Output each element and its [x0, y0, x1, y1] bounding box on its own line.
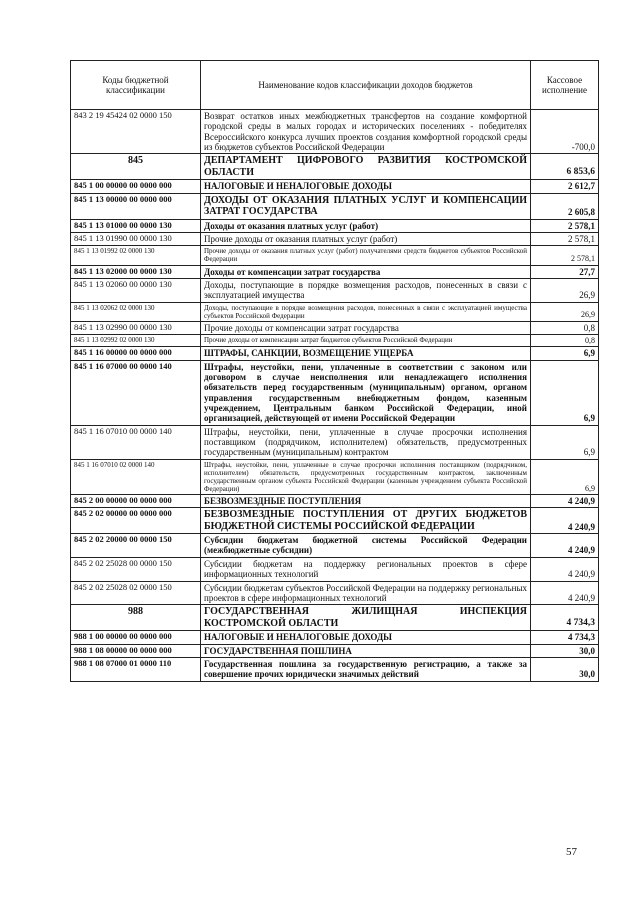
row-name: НАЛОГОВЫЕ И НЕНАЛОГОВЫЕ ДОХОДЫ — [201, 180, 531, 193]
row-code: 845 2 02 25028 00 0000 150 — [71, 557, 201, 581]
table-row — [71, 631, 599, 644]
row-amount: 26,9 — [531, 302, 599, 321]
row-name: Штрафы, неустойки, пени, уплаченные в случае просрочки исполнения поставщиком (подрядчиком, исполнителем) обязательств, предусмотренных государственным контрактом, заключенным государственным органом субъекта Российской Федерации (казенным учреждением субъекта Российской Федерации) — [201, 459, 531, 494]
row-code: 845 2 02 25028 02 0000 150 — [71, 581, 201, 605]
row-amount: 0,8 — [531, 321, 599, 334]
table-row — [71, 644, 599, 657]
row-amount: 4 240,9 — [531, 494, 599, 507]
row-name: ДЕПАРТАМЕНТ ЦИФРОВОГО РАЗВИТИЯ КОСТРОМСКОЙ ОБЛАСТИ — [201, 154, 531, 180]
row-code: 845 1 16 07010 02 0000 140 — [71, 459, 201, 494]
row-amount: 4 240,9 — [531, 557, 599, 581]
table-row — [71, 334, 599, 346]
header-name: Наименование кодов классификации доходов бюджетов — [201, 61, 531, 110]
header-amount: Кассовое исполнение — [531, 61, 599, 110]
table-row — [71, 246, 599, 265]
table-row — [71, 193, 599, 219]
table-row — [71, 180, 599, 193]
row-code: 845 1 00 00000 00 0000 000 — [71, 180, 201, 193]
row-amount: 4 240,9 — [531, 508, 599, 534]
table-row — [71, 494, 599, 507]
row-name: Субсидии бюджетам субъектов Российской Федерации на поддержку региональных проектов в сфере информационных технологий — [201, 581, 531, 605]
row-code: 845 — [71, 154, 201, 180]
row-name: Субсидии бюджетам бюджетной системы Российской Федерации (межбюджетные субсидии) — [201, 534, 531, 558]
row-code: 988 1 08 07000 01 0000 110 — [71, 657, 201, 681]
row-code: 845 1 16 00000 00 0000 000 — [71, 347, 201, 360]
row-amount: 30,0 — [531, 657, 599, 681]
row-amount: 6,9 — [531, 459, 599, 494]
table-row — [71, 302, 599, 321]
row-name: Доходы от оказания платных услуг (работ) — [201, 219, 531, 232]
row-code: 845 1 13 02992 02 0000 130 — [71, 334, 201, 346]
row-code: 845 2 00 00000 00 0000 000 — [71, 494, 201, 507]
row-code: 988 1 08 00000 00 0000 000 — [71, 644, 201, 657]
row-name: Прочие доходы от компенсации затрат государства — [201, 321, 531, 334]
row-amount: 2 612,7 — [531, 180, 599, 193]
row-name: Доходы, поступающие в порядке возмещения расходов, понесенных в связи с эксплуатацией имущества субъектов Российской Федерации — [201, 302, 531, 321]
row-amount: 2 578,1 — [531, 219, 599, 232]
row-amount: 2 605,8 — [531, 193, 599, 219]
row-code: 845 1 13 02060 00 0000 130 — [71, 278, 201, 302]
table-row — [71, 508, 599, 534]
row-name: ШТРАФЫ, САНКЦИИ, ВОЗМЕЩЕНИЕ УЩЕРБА — [201, 347, 531, 360]
page-number: 57 — [566, 846, 577, 858]
row-code: 843 2 19 45424 02 0000 150 — [71, 110, 201, 154]
row-name: Субсидии бюджетам на поддержку региональных проектов в сфере информационных технологий — [201, 557, 531, 581]
table-row — [71, 657, 599, 681]
row-name: Штрафы, неустойки, пени, уплаченные в случае просрочки исполнения поставщиком (подрядчиком, исполнителем) обязательств, предусмотренных государственным (муниципальным) контрактом — [201, 425, 531, 459]
row-code: 845 1 13 01990 00 0000 130 — [71, 233, 201, 246]
row-name: Возврат остатков иных межбюджетных трансфертов на создание комфортной городской среды в малых городах и исторических поселениях - победителях Всероссийского конкурса лучших проектов создания комфортной городской среды из бюджетов субъектов Российской Федерации — [201, 110, 531, 154]
row-amount: 4 240,9 — [531, 534, 599, 558]
table-row — [71, 459, 599, 494]
row-code: 845 1 13 01992 02 0000 130 — [71, 246, 201, 265]
row-code: 845 1 13 00000 00 0000 000 — [71, 193, 201, 219]
row-name: Прочие доходы от оказания платных услуг (работ) — [201, 233, 531, 246]
row-code: 845 1 16 07010 00 0000 140 — [71, 425, 201, 459]
row-name: БЕЗВОЗМЕЗДНЫЕ ПОСТУПЛЕНИЯ — [201, 494, 531, 507]
row-amount: -700,0 — [531, 110, 599, 154]
table-row — [71, 347, 599, 360]
row-name: НАЛОГОВЫЕ И НЕНАЛОГОВЫЕ ДОХОДЫ — [201, 631, 531, 644]
revenue-table — [70, 60, 599, 682]
row-name: Прочие доходы от оказания платных услуг (работ) получателями средств бюджетов субъектов Российской Федерации — [201, 246, 531, 265]
row-amount: 4 240,9 — [531, 581, 599, 605]
table-row — [71, 219, 599, 232]
row-code: 845 2 02 20000 00 0000 150 — [71, 534, 201, 558]
row-name: Штрафы, неустойки, пени, уплаченные в соответствии с законом или договором в случае неисполнения или ненадлежащего исполнения обязательств перед государственным (муниципальным) органом, органом управления государственным внебюджетным фондом, казенным учреждением, Центральным банком Российской Федерации, иной организацией, действующей от имени Российской Федерации — [201, 360, 531, 425]
row-name: Государственная пошлина за государственную регистрацию, а также за совершение прочих юридически значимых действий — [201, 657, 531, 681]
table-row — [71, 581, 599, 605]
row-amount: 27,7 — [531, 265, 599, 278]
row-name: ГОСУДАРСТВЕННАЯ ЖИЛИЩНАЯ ИНСПЕКЦИЯ КОСТРОМСКОЙ ОБЛАСТИ — [201, 605, 531, 631]
row-amount: 4 734,3 — [531, 631, 599, 644]
row-amount: 0,8 — [531, 334, 599, 346]
table-row — [71, 605, 599, 631]
header-code: Коды бюджетной классификации — [71, 61, 201, 110]
row-amount: 26,9 — [531, 278, 599, 302]
table-row — [71, 557, 599, 581]
row-name: БЕЗВОЗМЕЗДНЫЕ ПОСТУПЛЕНИЯ ОТ ДРУГИХ БЮДЖЕТОВ БЮДЖЕТНОЙ СИСТЕМЫ РОССИЙСКОЙ ФЕДЕРАЦИИ — [201, 508, 531, 534]
row-name: ГОСУДАРСТВЕННАЯ ПОШЛИНА — [201, 644, 531, 657]
row-name: Прочие доходы от компенсации затрат бюджетов субъектов Российской Федерации — [201, 334, 531, 346]
row-amount: 4 734,3 — [531, 605, 599, 631]
row-amount: 2 578,1 — [531, 233, 599, 246]
row-code: 845 1 13 02990 00 0000 130 — [71, 321, 201, 334]
row-code: 988 — [71, 605, 201, 631]
row-code: 845 1 16 07000 00 0000 140 — [71, 360, 201, 425]
row-code: 988 1 00 00000 00 0000 000 — [71, 631, 201, 644]
table-row — [71, 321, 599, 334]
table-row — [71, 534, 599, 558]
row-code: 845 1 13 01000 00 0000 130 — [71, 219, 201, 232]
table-row — [71, 154, 599, 180]
table-row — [71, 360, 599, 425]
table-row — [71, 265, 599, 278]
row-amount: 6,9 — [531, 425, 599, 459]
row-name: Доходы от компенсации затрат государства — [201, 265, 531, 278]
row-code: 845 1 13 02000 00 0000 130 — [71, 265, 201, 278]
row-name: Доходы, поступающие в порядке возмещения расходов, понесенных в связи с эксплуатацией имущества — [201, 278, 531, 302]
row-amount: 6,9 — [531, 360, 599, 425]
table-row — [71, 110, 599, 154]
table-header — [71, 61, 599, 110]
table-row — [71, 233, 599, 246]
row-amount: 6,9 — [531, 347, 599, 360]
row-name: ДОХОДЫ ОТ ОКАЗАНИЯ ПЛАТНЫХ УСЛУГ И КОМПЕНСАЦИИ ЗАТРАТ ГОСУДАРСТВА — [201, 193, 531, 219]
row-code: 845 2 02 00000 00 0000 000 — [71, 508, 201, 534]
row-amount: 6 853,6 — [531, 154, 599, 180]
row-code: 845 1 13 02062 02 0000 130 — [71, 302, 201, 321]
row-amount: 30,0 — [531, 644, 599, 657]
table-row — [71, 425, 599, 459]
row-amount: 2 578,1 — [531, 246, 599, 265]
table-row — [71, 278, 599, 302]
